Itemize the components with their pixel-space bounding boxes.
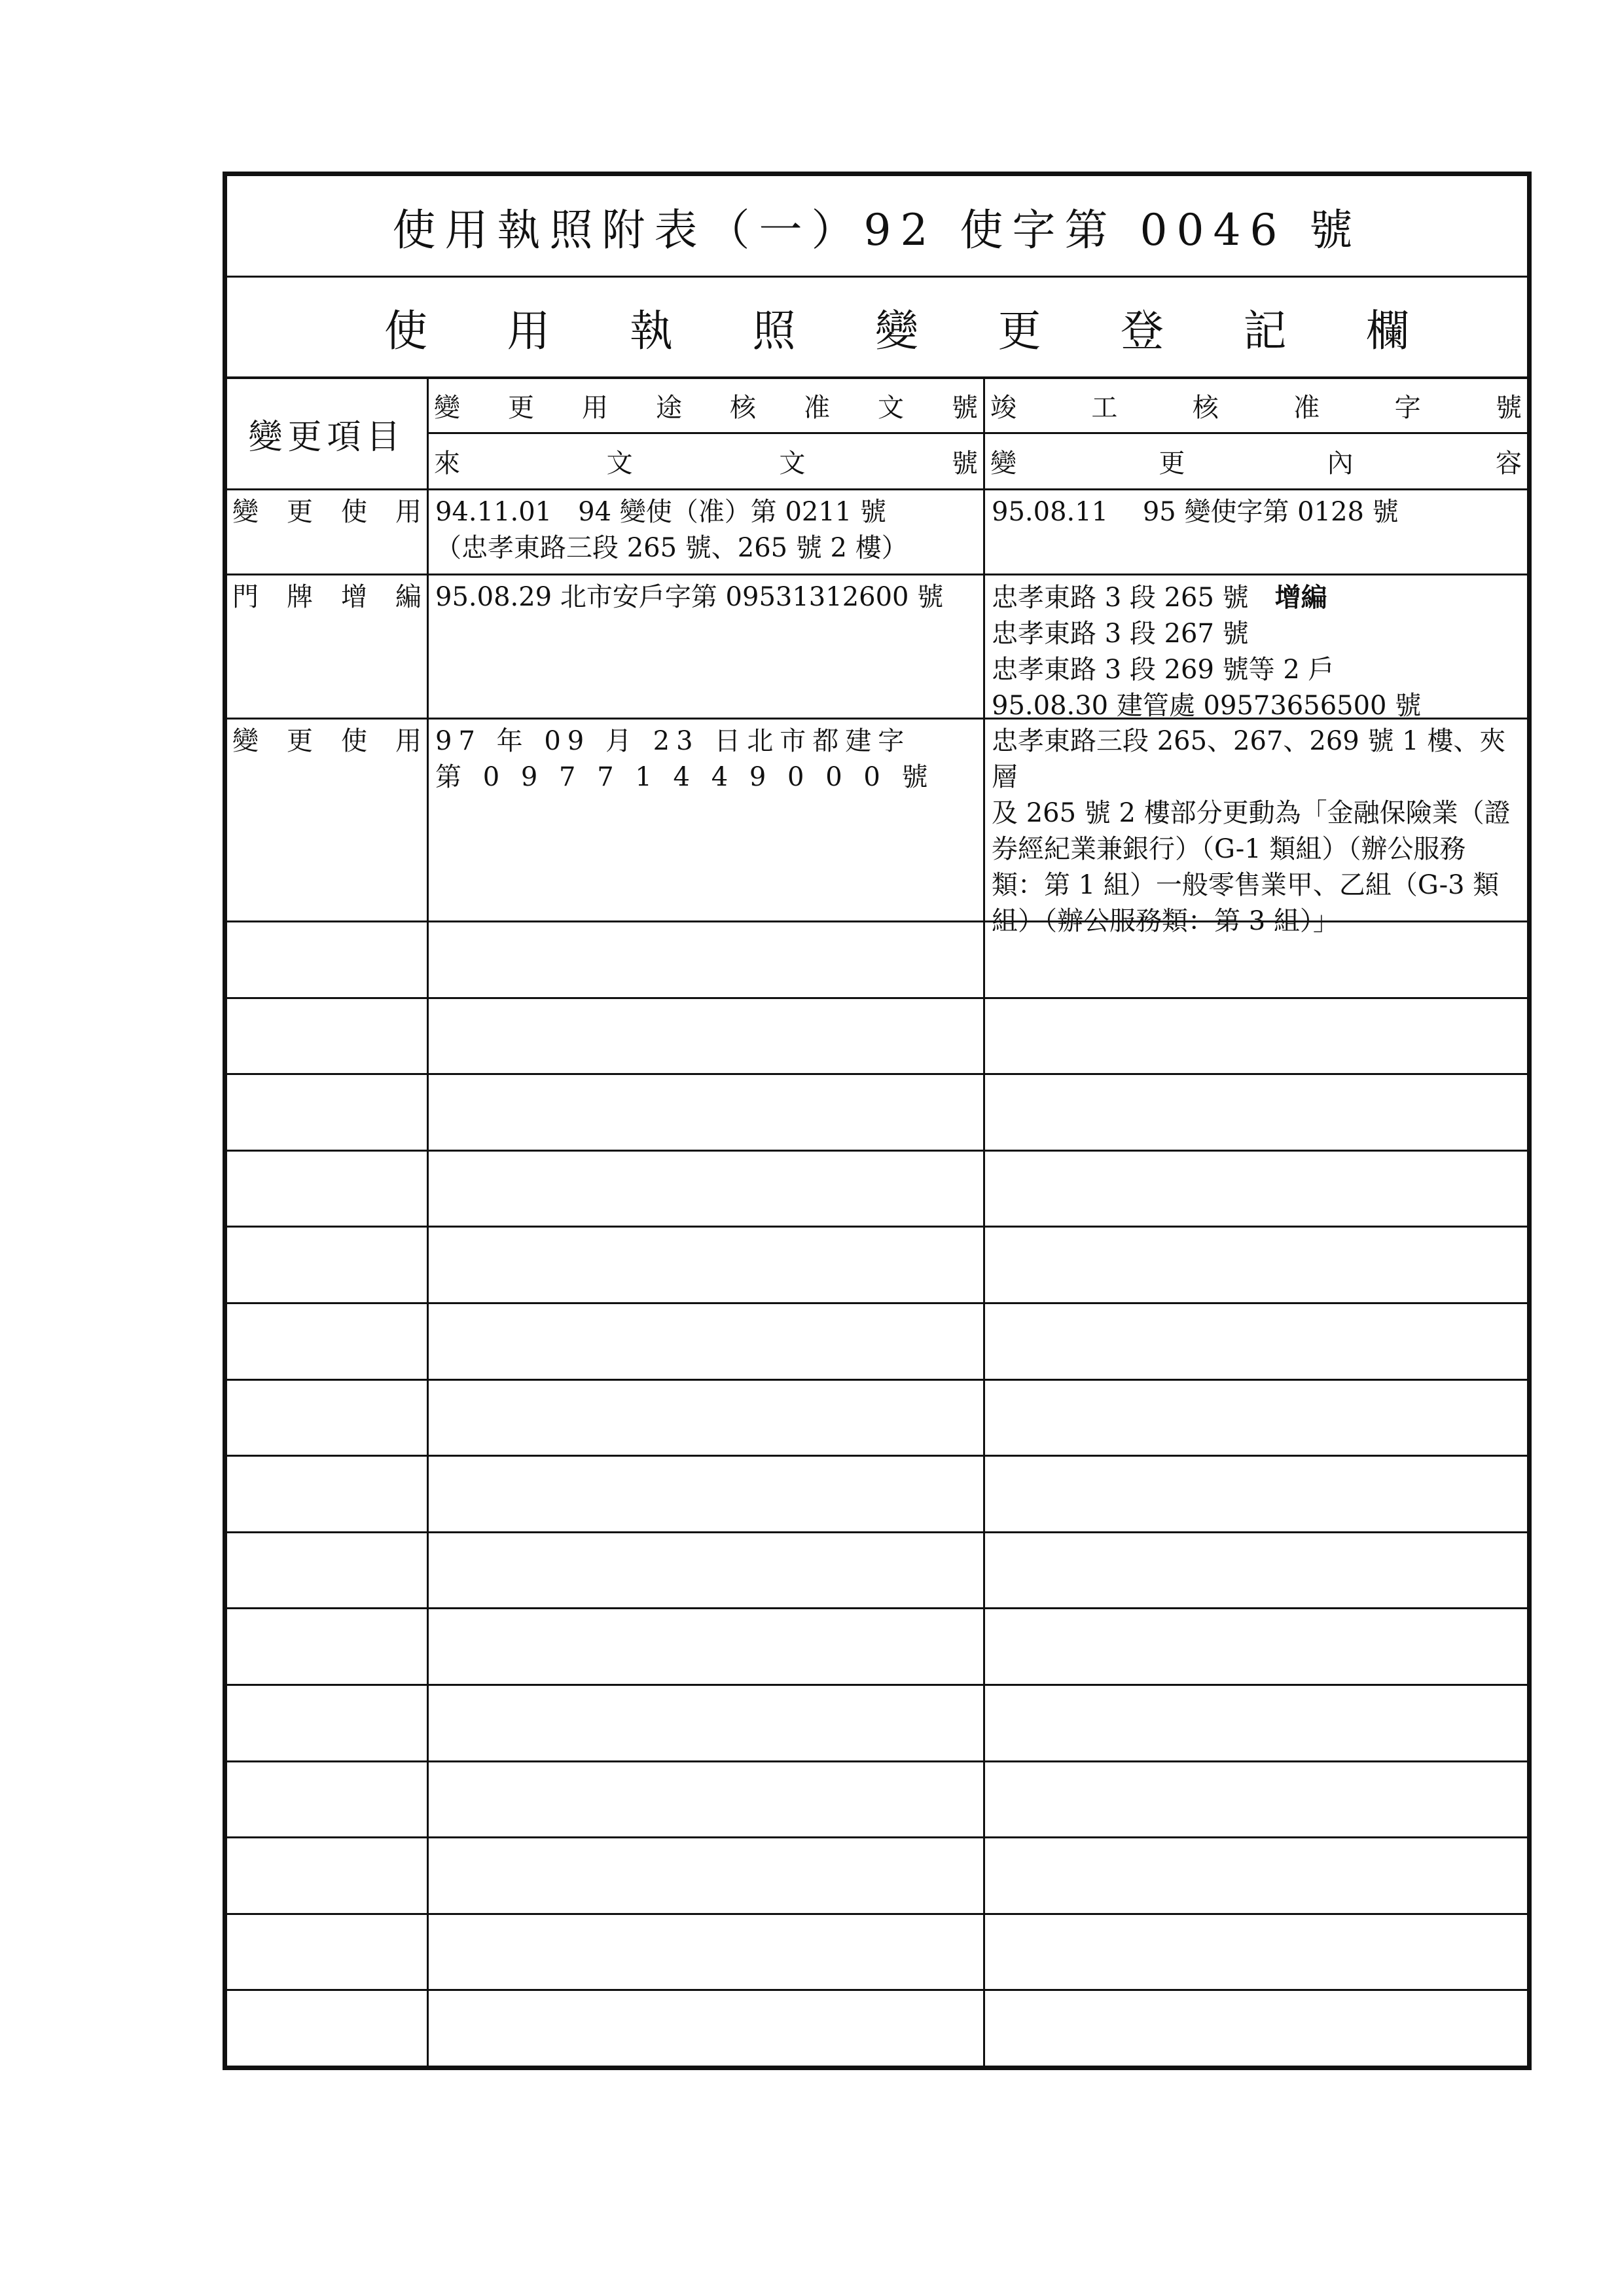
form-subtitle [227,278,1527,379]
empty-row [227,1381,1527,1457]
row-item: 變 更 使 用 [227,490,429,574]
subtitle-char: 欄 [1366,306,1409,356]
empty-row [227,1075,1527,1152]
subtitle-char: 登 [1121,306,1164,356]
header-completion: 竣 工 核 准 字 號 [985,379,1527,434]
empty-row [227,1991,1527,2066]
header-item-label: 變更項目 [227,379,429,488]
empty-row [227,999,1527,1076]
empty-row [227,1152,1527,1228]
row-doc: 95.08.29 北市安戶字第 09531312600 號 [429,575,985,718]
empty-row [227,1304,1527,1381]
header-content-column [985,379,1527,488]
empty-row [227,922,1527,999]
subtitle-char: 用 [507,306,550,356]
header-doc-column [429,379,985,488]
form-title [227,176,1527,278]
row-doc: 97 年 09 月 23 日北市都建字 第 0 9 7 7 1 4 4 9 0 0 0 號 [429,720,985,920]
empty-row [227,1609,1527,1686]
table-row [227,720,1527,936]
empty-row [227,1686,1527,1762]
empty-row [227,1915,1527,1992]
empty-row [227,1762,1527,1839]
row-doc: 94.11.01 94 變使（准）第 0211 號 （忠孝東路三段 265 號、265 號 2 樓） [429,490,985,574]
table-header [227,379,1527,490]
empty-row [227,1228,1527,1304]
subtitle-char: 執 [630,306,673,356]
subtitle-char: 更 [998,306,1041,356]
row-item: 變 更 使 用 [227,720,429,920]
subtitle-char: 記 [1243,306,1287,356]
form-frame [223,172,1532,2070]
header-incoming-doc: 來 文 文 號 [434,448,978,479]
subtitle-char: 變 [875,306,918,356]
header-approval-doc: 變 更 用 途 核 准 文 號 [429,379,983,434]
registration-table [227,379,1527,2066]
subtitle-char: 使 [384,306,427,356]
header-change-content: 變 更 內 容 [990,448,1522,479]
row-content: 忠孝東路 3 段 265 號 增編 忠孝東路 3 段 267 號 忠孝東路 3 段 269 號等 2 戶 95.08.30 建管處 09573656500 號 [992,582,1422,721]
table-row [227,490,1527,575]
table-row [227,575,1527,720]
empty-row [227,1533,1527,1610]
row-content: 95.08.11 95 變使字第 0128 號 [992,497,1399,527]
row-content: 忠孝東路三段 265、267、269 號 1 樓、夾層 及 265 號 2 樓部分更動為「金融保險業（證 券經紀業兼銀行）（G-1 類組）（辦公服務 類：第 1 組）一般零售業甲、乙組（G-3 類 組）（辦公服務類：第 3 組）」 [992,726,1511,936]
empty-row [227,1838,1527,1915]
empty-row [227,1457,1527,1533]
subtitle-char: 照 [752,306,796,356]
row-item: 門 牌 增 編 [227,575,429,718]
title-text: 使用執照附表（一）92 使字第 0046 號 [392,204,1362,255]
